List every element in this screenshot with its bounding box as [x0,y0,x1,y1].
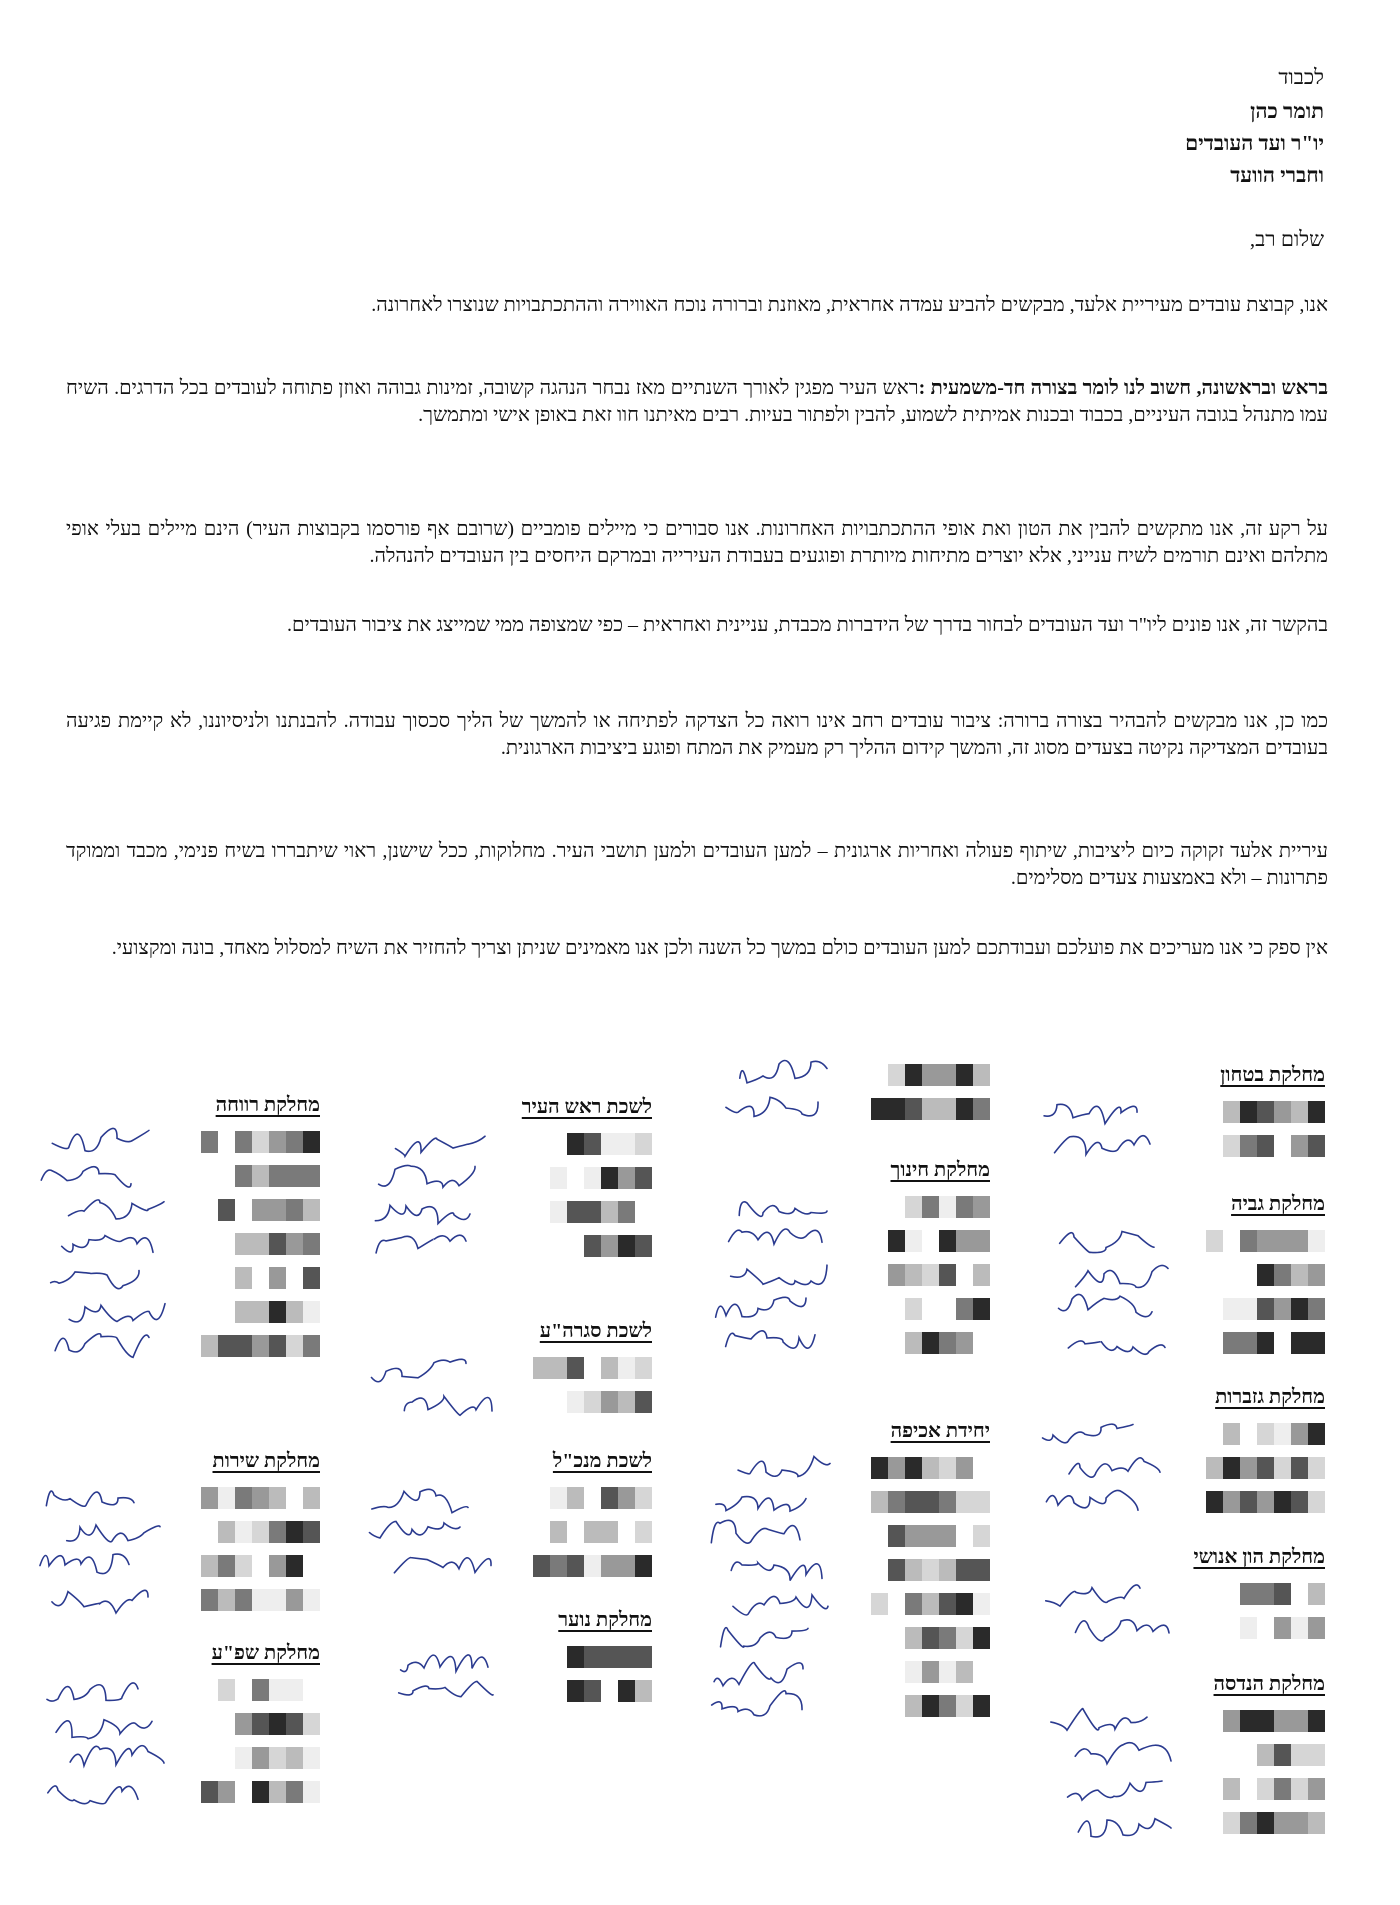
handwritten-signature [1048,1125,1168,1165]
redacted-name [1223,1298,1325,1320]
signature-block [700,1420,990,1723]
signatory-row [1035,1611,1325,1645]
redacted-name [1240,1264,1325,1286]
signatory-row [30,1227,320,1261]
handwritten-signature [706,1618,826,1658]
redacted-name [567,1133,652,1155]
redacted-name [1206,1230,1325,1252]
signatory-row [30,1159,320,1193]
signatory-row [30,1549,320,1583]
department-title: מחלקת בטחון [1220,1064,1325,1086]
signature-block [1035,1673,1325,1840]
redacted-name [1223,1332,1325,1354]
department-title: מחלקת הנדסה [1213,1673,1325,1695]
redacted-name [201,1555,320,1577]
handwritten-signature [716,1087,836,1127]
redacted-name [235,1165,320,1187]
redacted-name [1223,1710,1325,1732]
handwritten-signature [1036,1479,1156,1519]
redacted-name [235,1267,320,1289]
signatory-row [1035,1738,1325,1772]
handwritten-signature [36,1771,156,1811]
department-title: לשכת סגרה"ע [539,1320,652,1342]
department-title: מחלקת נוער [558,1609,652,1631]
handwritten-signature [62,1735,182,1775]
redacted-name [1206,1491,1325,1513]
paragraph-text: על רקע זה, אנו מתקשים להבין את הטון ואת אופי ההתכתבויות האחרונות. אנו סבורים כי מיילים פומביים (שרובם אף פורסמו בקבוצות העיר) הינם מיילים בעלי אופי מתלהם ואינם תורמים לשיח ענייני, אלא יוצרים מתיחות מיותרת ופוגעים בעבודת העירייה ובמרקם היחסים בין העובדים להנהלה. [66,518,1328,567]
signatory-row [700,1326,990,1360]
signature-block [362,1609,652,1708]
signatory-row [362,1229,652,1263]
handwritten-signature [1050,1286,1170,1326]
signatory-row [362,1161,652,1195]
signatory-row [30,1481,320,1515]
department-title: מחלקת גביה [1231,1193,1325,1215]
handwritten-signature [46,1581,166,1621]
paragraph-1 [66,292,1328,319]
signature-block [1035,1064,1325,1163]
greeting: שלום רב, [1249,227,1324,251]
redacted-name [567,1235,652,1257]
signatory-row [30,1193,320,1227]
handwritten-signature [1031,1414,1151,1454]
signatory-row [700,1621,990,1655]
department-title: מחלקת רווחה [215,1094,320,1116]
redacted-name [905,1196,990,1218]
handwritten-signature [720,1219,840,1259]
signatory-row [30,1673,320,1707]
signatory-row [362,1351,652,1385]
signatory-row [700,1224,990,1258]
department-title: יחידת אכיפה [890,1420,990,1442]
signatory-row [1035,1577,1325,1611]
redacted-name [201,1589,320,1611]
handwritten-signature [1052,1221,1172,1261]
redacted-name [905,1627,990,1649]
handwritten-signature [391,1671,511,1711]
signatory-row [700,1451,990,1485]
signature-block [362,1320,652,1419]
handwritten-signature [1069,1805,1189,1845]
department-title: מחלקת חינוך [890,1159,990,1181]
redacted-name [201,1487,320,1509]
redacted-name [235,1713,320,1735]
handwritten-signature [364,1227,484,1267]
paragraph-text: ראש העיר מפגין לאורך השנתיים מאז נבחר הנהגה קשובה, זמינות גבוהה ואוזן פתוחה לעובדים בכל הדרגים. השיח עמו מתנהל בגובה העיניים, בכבוד ובכנות אמיתית לשמוע, להבין ולפתור בעיות. רבים מאיתנו חוו זאת באופן אישי ומתמשך. [66,377,1328,426]
recipient-name: תומר כהן [1250,99,1324,123]
redacted-name [905,1661,990,1683]
handwritten-signature [390,1384,510,1424]
signatory-row [362,1640,652,1674]
paragraph-2 [66,375,1328,429]
recipient-title: יו"ר ועד העובדים [1185,131,1324,155]
signatory-row [1035,1095,1325,1129]
redacted-name [888,1559,990,1581]
handwritten-signature [36,1670,156,1710]
redacted-name [567,1391,652,1413]
paragraph-text: אין ספק כי אנו מעריכים את פועלכם ועבודתכם למען העובדים כולם במשך כל השנה ולכן אנו מאמינים שניתן וצריך להחזיר את השיח למסלול מאחד, בונה ומקצועי. [111,937,1328,959]
signatory-row [700,1292,990,1326]
redacted-name [533,1357,652,1379]
redacted-name [905,1298,990,1320]
department-title: מחלקת הון אנושי [1193,1546,1325,1568]
signatory-row [700,1587,990,1621]
redacted-name [550,1167,652,1189]
signatory-row [362,1385,652,1419]
redacted-name [1240,1744,1325,1766]
department-title: לשכת ראש העיר [521,1096,652,1118]
redacted-name [201,1781,320,1803]
paragraph-5 [66,708,1328,762]
redacted-name [201,1131,320,1153]
signatory-row [700,1092,990,1126]
redacted-name [218,1521,320,1543]
paragraph-text: עיריית אלעד זקוקה כיום ליציבות, שיתוף פעולה ואחריות ארגונית – למען העובדים ולמען תושבי העיר. מחלוקות, ככל שישנן, ראוי שיתבררו בשיח פנימי, מכבד וממוקד פתרונות – ולא באמצעות צעדים מסלימים. [66,840,1328,889]
signatory-row [1035,1129,1325,1163]
signature-block [1035,1386,1325,1519]
signature-block [362,1096,652,1263]
signatory-row [1035,1224,1325,1258]
department-title: לשכת מנכ"ל [552,1450,652,1472]
redacted-name [871,1491,990,1513]
signatory-row [30,1775,320,1809]
redacted-name [235,1301,320,1323]
redacted-name [905,1332,990,1354]
paragraph-4 [66,612,1328,639]
redacted-name [201,1335,320,1357]
handwritten-signature [51,1223,171,1263]
redacted-name [888,1230,990,1252]
paragraph-3 [66,516,1328,570]
signatory-row [1035,1806,1325,1840]
paragraph-text: בהקשר זה, אנו פונים ליו"ר ועד העובדים לבחור בדרך של הידברות מכבדת, עניינית ואחראית – כפי שמצופה ממי שמייצג את ציבור העובדים. [287,614,1328,636]
salutation: לכבוד [1278,65,1324,89]
handwritten-signature [32,1476,152,1516]
handwritten-signature [700,1683,820,1723]
signature-block [30,1642,320,1809]
signature-block [1035,1546,1325,1645]
redacted-name [905,1695,990,1717]
redacted-name [871,1593,990,1615]
handwritten-signature [713,1323,833,1363]
redacted-name [888,1525,990,1547]
handwritten-signature [373,1156,493,1196]
redacted-name [218,1679,320,1701]
signatory-row [30,1261,320,1295]
handwritten-signature [704,1288,824,1328]
redacted-name [1206,1457,1325,1479]
redacted-name [1223,1101,1325,1123]
department-title: מחלקת שירות [212,1450,320,1472]
signatory-row [30,1329,320,1363]
redacted-name [1206,1423,1325,1445]
department-title: מחלקת שפ"ע [211,1642,320,1664]
redacted-name [871,1457,990,1479]
redacted-name [871,1098,990,1120]
signatory-row [1035,1485,1325,1519]
signature-block [362,1450,652,1583]
redacted-name [567,1680,652,1702]
paragraph-7 [66,935,1328,962]
redacted-name [567,1646,652,1668]
handwritten-signature [698,1513,818,1553]
signatory-row [700,1689,990,1723]
redacted-name [1223,1617,1325,1639]
recipient-committee: וחברי הוועד [1230,163,1324,187]
signatory-row [700,1553,990,1587]
signatory-row [362,1674,652,1708]
signature-block [30,1094,320,1363]
redacted-name [218,1747,320,1769]
redacted-name [533,1201,652,1223]
signature-block [700,1159,990,1360]
handwritten-signature [1069,1733,1189,1773]
signature-block [1035,1193,1325,1360]
handwritten-signature [27,1544,147,1584]
redacted-name [218,1199,320,1221]
handwritten-signature [47,1326,167,1366]
handwritten-signature [1038,1575,1158,1615]
redacted-name [533,1555,652,1577]
handwritten-signature [1067,1610,1187,1650]
redacted-name [550,1521,652,1543]
redacted-name [871,1264,990,1286]
signatory-row [30,1125,320,1159]
redacted-name [1223,1778,1325,1800]
department-title: מחלקת גזברות [1215,1386,1325,1408]
redacted-name [1223,1812,1325,1834]
signatory-row [362,1195,652,1229]
redacted-name [550,1487,652,1509]
signatory-row [362,1549,652,1583]
paragraph-text: כמו כן, אנו מבקשים להבהיר בצורה ברורה: ציבור עובדים רחב אינו רואה כל הצדקה לפתיחה או להמשך של הליך סכסוך עבודה. להבנתנו ולניסיוננו, לא קיימת פגיעה בעובדים המצדיקה נקיטה בצעדים מסוג זה, והמשך קידום ההליך רק מעמיק את המתח ופוגע ביציבות הארגונית. [66,710,1328,759]
signatory-row [1035,1326,1325,1360]
signature-block [30,1450,320,1617]
handwritten-signature [389,1543,509,1583]
signatory-row [30,1741,320,1775]
handwritten-signature [728,1446,848,1486]
handwritten-signature [47,1119,167,1159]
redacted-name [1223,1135,1325,1157]
paragraph-bold: בראש ובראשונה, חשוב לנו לומר בצורה חד-משמעית : [918,377,1328,399]
signatory-row [1035,1772,1325,1806]
handwritten-signature [1063,1322,1183,1362]
paragraph-6 [66,838,1328,892]
redacted-name [1240,1583,1325,1605]
paragraph-text: אנו, קבוצת עובדים מעיריית אלעד, מבקשים להביע עמדה אחראית, מאוזנת וברורה נוכח האווירה וההתכתבויות שנוצרו לאחרונה. [371,294,1328,316]
redacted-name [235,1233,320,1255]
signatory-row [30,1583,320,1617]
signature-block [700,1058,990,1126]
redacted-name [888,1064,990,1086]
signatory-row [30,1295,320,1329]
signatory-row [1035,1417,1325,1451]
